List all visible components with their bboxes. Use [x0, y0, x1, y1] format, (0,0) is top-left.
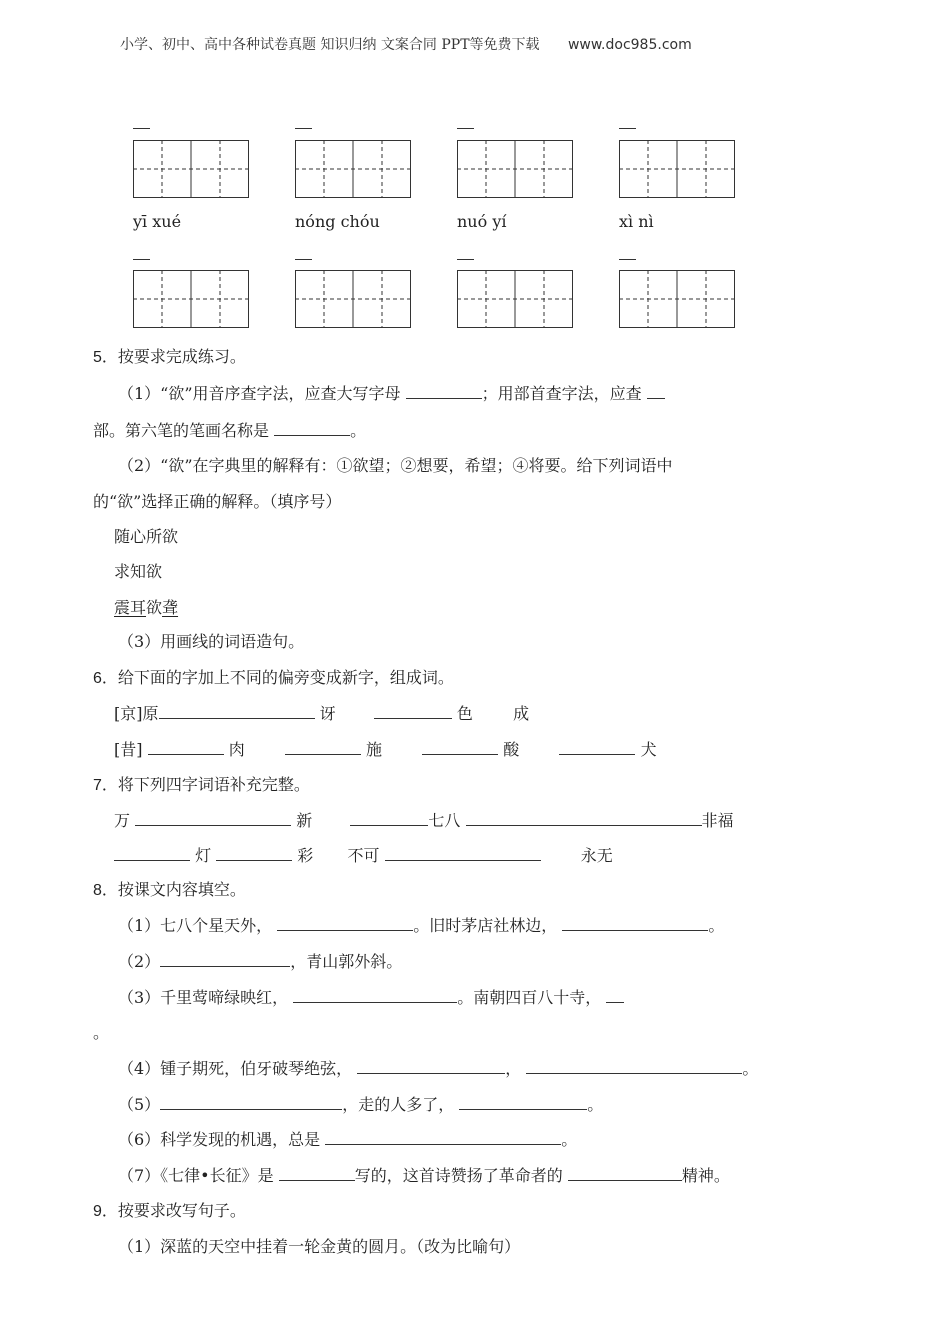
answer-blank[interactable]: [216, 846, 292, 861]
grid-mark: [457, 259, 474, 260]
q9-title: 9．按要求改写句子。: [93, 1203, 246, 1220]
q8-line-3: （3）千里莺啼绿映红， 。南朝四百八十寺，: [118, 985, 624, 1008]
grid-mark: [619, 259, 636, 260]
answer-blank[interactable]: [350, 811, 428, 826]
q8-line-4: （4）锺子期死，伯牙破琴绝弦， ， 。: [118, 1059, 759, 1078]
q6-row-2: [昔] 肉 施 酸 犬: [114, 740, 657, 759]
pinyin-4: xì nì: [619, 212, 654, 231]
answer-blank[interactable]: [357, 1059, 505, 1074]
q7-row-2: 灯 彩 不可 永无: [114, 843, 613, 866]
q5-part1-cont: 部。第六笔的笔画名称是 。: [93, 421, 367, 440]
answer-blank[interactable]: [135, 811, 291, 826]
q6-row-1: [京]原 讶 色 成: [114, 704, 530, 723]
q8-title: 8．按课文内容填空。: [93, 882, 246, 899]
q5-part1: （1）“欲”用音序查字法，应查大写字母 ；用部首查字法，应查: [118, 381, 665, 404]
q5-part3: （3）用画线的词语造句。: [118, 632, 305, 651]
q8-line-2: （2） ，青山郭外斜。: [118, 952, 403, 971]
answer-blank[interactable]: [279, 1166, 355, 1181]
writing-grid[interactable]: [133, 270, 249, 328]
q5-title: 5．按要求完成练习。: [93, 349, 246, 366]
answer-blank[interactable]: [406, 384, 482, 399]
pinyin-2: nóng chóu: [295, 212, 380, 231]
answer-blank[interactable]: [466, 811, 702, 826]
answer-blank[interactable]: [274, 421, 350, 436]
grid-mark: [295, 128, 312, 129]
q8-line-1: （1）七八个星天外， 。旧时茅店社林边， 。: [118, 916, 725, 935]
pinyin-3: nuó yí: [457, 212, 507, 231]
answer-blank[interactable]: [385, 846, 541, 861]
answer-blank[interactable]: [293, 988, 457, 1003]
answer-blank[interactable]: [277, 916, 413, 931]
writing-grid[interactable]: [133, 140, 249, 198]
answer-blank[interactable]: [526, 1059, 742, 1074]
q8-line-6: （6）科学发现的机遇，总是 。: [118, 1130, 578, 1149]
header-site: www.doc985.com: [567, 37, 692, 53]
writing-grid[interactable]: [457, 140, 573, 198]
answer-blank[interactable]: [568, 1166, 682, 1181]
answer-blank[interactable]: [562, 916, 708, 931]
writing-grid[interactable]: [295, 270, 411, 328]
q5-part2: （2）“欲”在字典里的解释有：①欲望；②想要，希望；④将要。给下列词语中: [118, 456, 673, 475]
q5-word-2: 求知欲: [114, 562, 163, 581]
answer-blank[interactable]: [374, 704, 452, 719]
grid-mark: [619, 128, 636, 129]
grid-mark: [295, 259, 312, 260]
q6-title: 6．给下面的字加上不同的偏旁变成新字，组成词。: [93, 670, 454, 687]
answer-blank[interactable]: [325, 1130, 561, 1145]
writing-grid[interactable]: [295, 140, 411, 198]
answer-blank[interactable]: [114, 846, 190, 861]
header-text: 小学、初中、高中各种试卷真题 知识归纳 文案合同 PPT等免费下载: [120, 37, 540, 53]
q8-line-7: （7）《七律•长征》是 写的，这首诗赞扬了革命者的 精神。: [118, 1166, 730, 1185]
answer-blank[interactable]: [285, 740, 361, 755]
answer-blank[interactable]: [559, 740, 635, 755]
pinyin-1: yī xué: [133, 212, 182, 231]
grid-mark: [133, 128, 150, 129]
grid-mark: [457, 128, 474, 129]
answer-blank[interactable]: [160, 952, 290, 967]
q5-word-1: 随心所欲: [114, 527, 179, 546]
q5-part2-cont: 的“欲”选择正确的解释。（填序号）: [93, 492, 342, 511]
q7-row-1: 万 新 七八 非福: [114, 811, 734, 830]
grid-mark: [133, 259, 150, 260]
answer-blank[interactable]: [647, 384, 665, 399]
q9-line-1: （1）深蓝的天空中挂着一轮金黄的圆月。（改为比喻句）: [118, 1237, 521, 1256]
answer-blank[interactable]: [159, 704, 315, 719]
writing-grid[interactable]: [457, 270, 573, 328]
answer-blank[interactable]: [160, 1095, 342, 1110]
page-header: [120, 34, 840, 56]
answer-blank[interactable]: [606, 988, 624, 1003]
answer-blank[interactable]: [148, 740, 224, 755]
answer-blank[interactable]: [459, 1095, 587, 1110]
writing-grid[interactable]: [619, 140, 735, 198]
answer-blank[interactable]: [422, 740, 498, 755]
q8-line-5: （5） ，走的人多了， 。: [118, 1095, 604, 1114]
q7-title: 7．将下列四字词语补充完整。: [93, 777, 310, 794]
q8-line-3-end: 。: [93, 1023, 110, 1042]
writing-grid[interactable]: [619, 270, 735, 328]
q5-word-3: 震耳欲聋: [114, 598, 179, 617]
